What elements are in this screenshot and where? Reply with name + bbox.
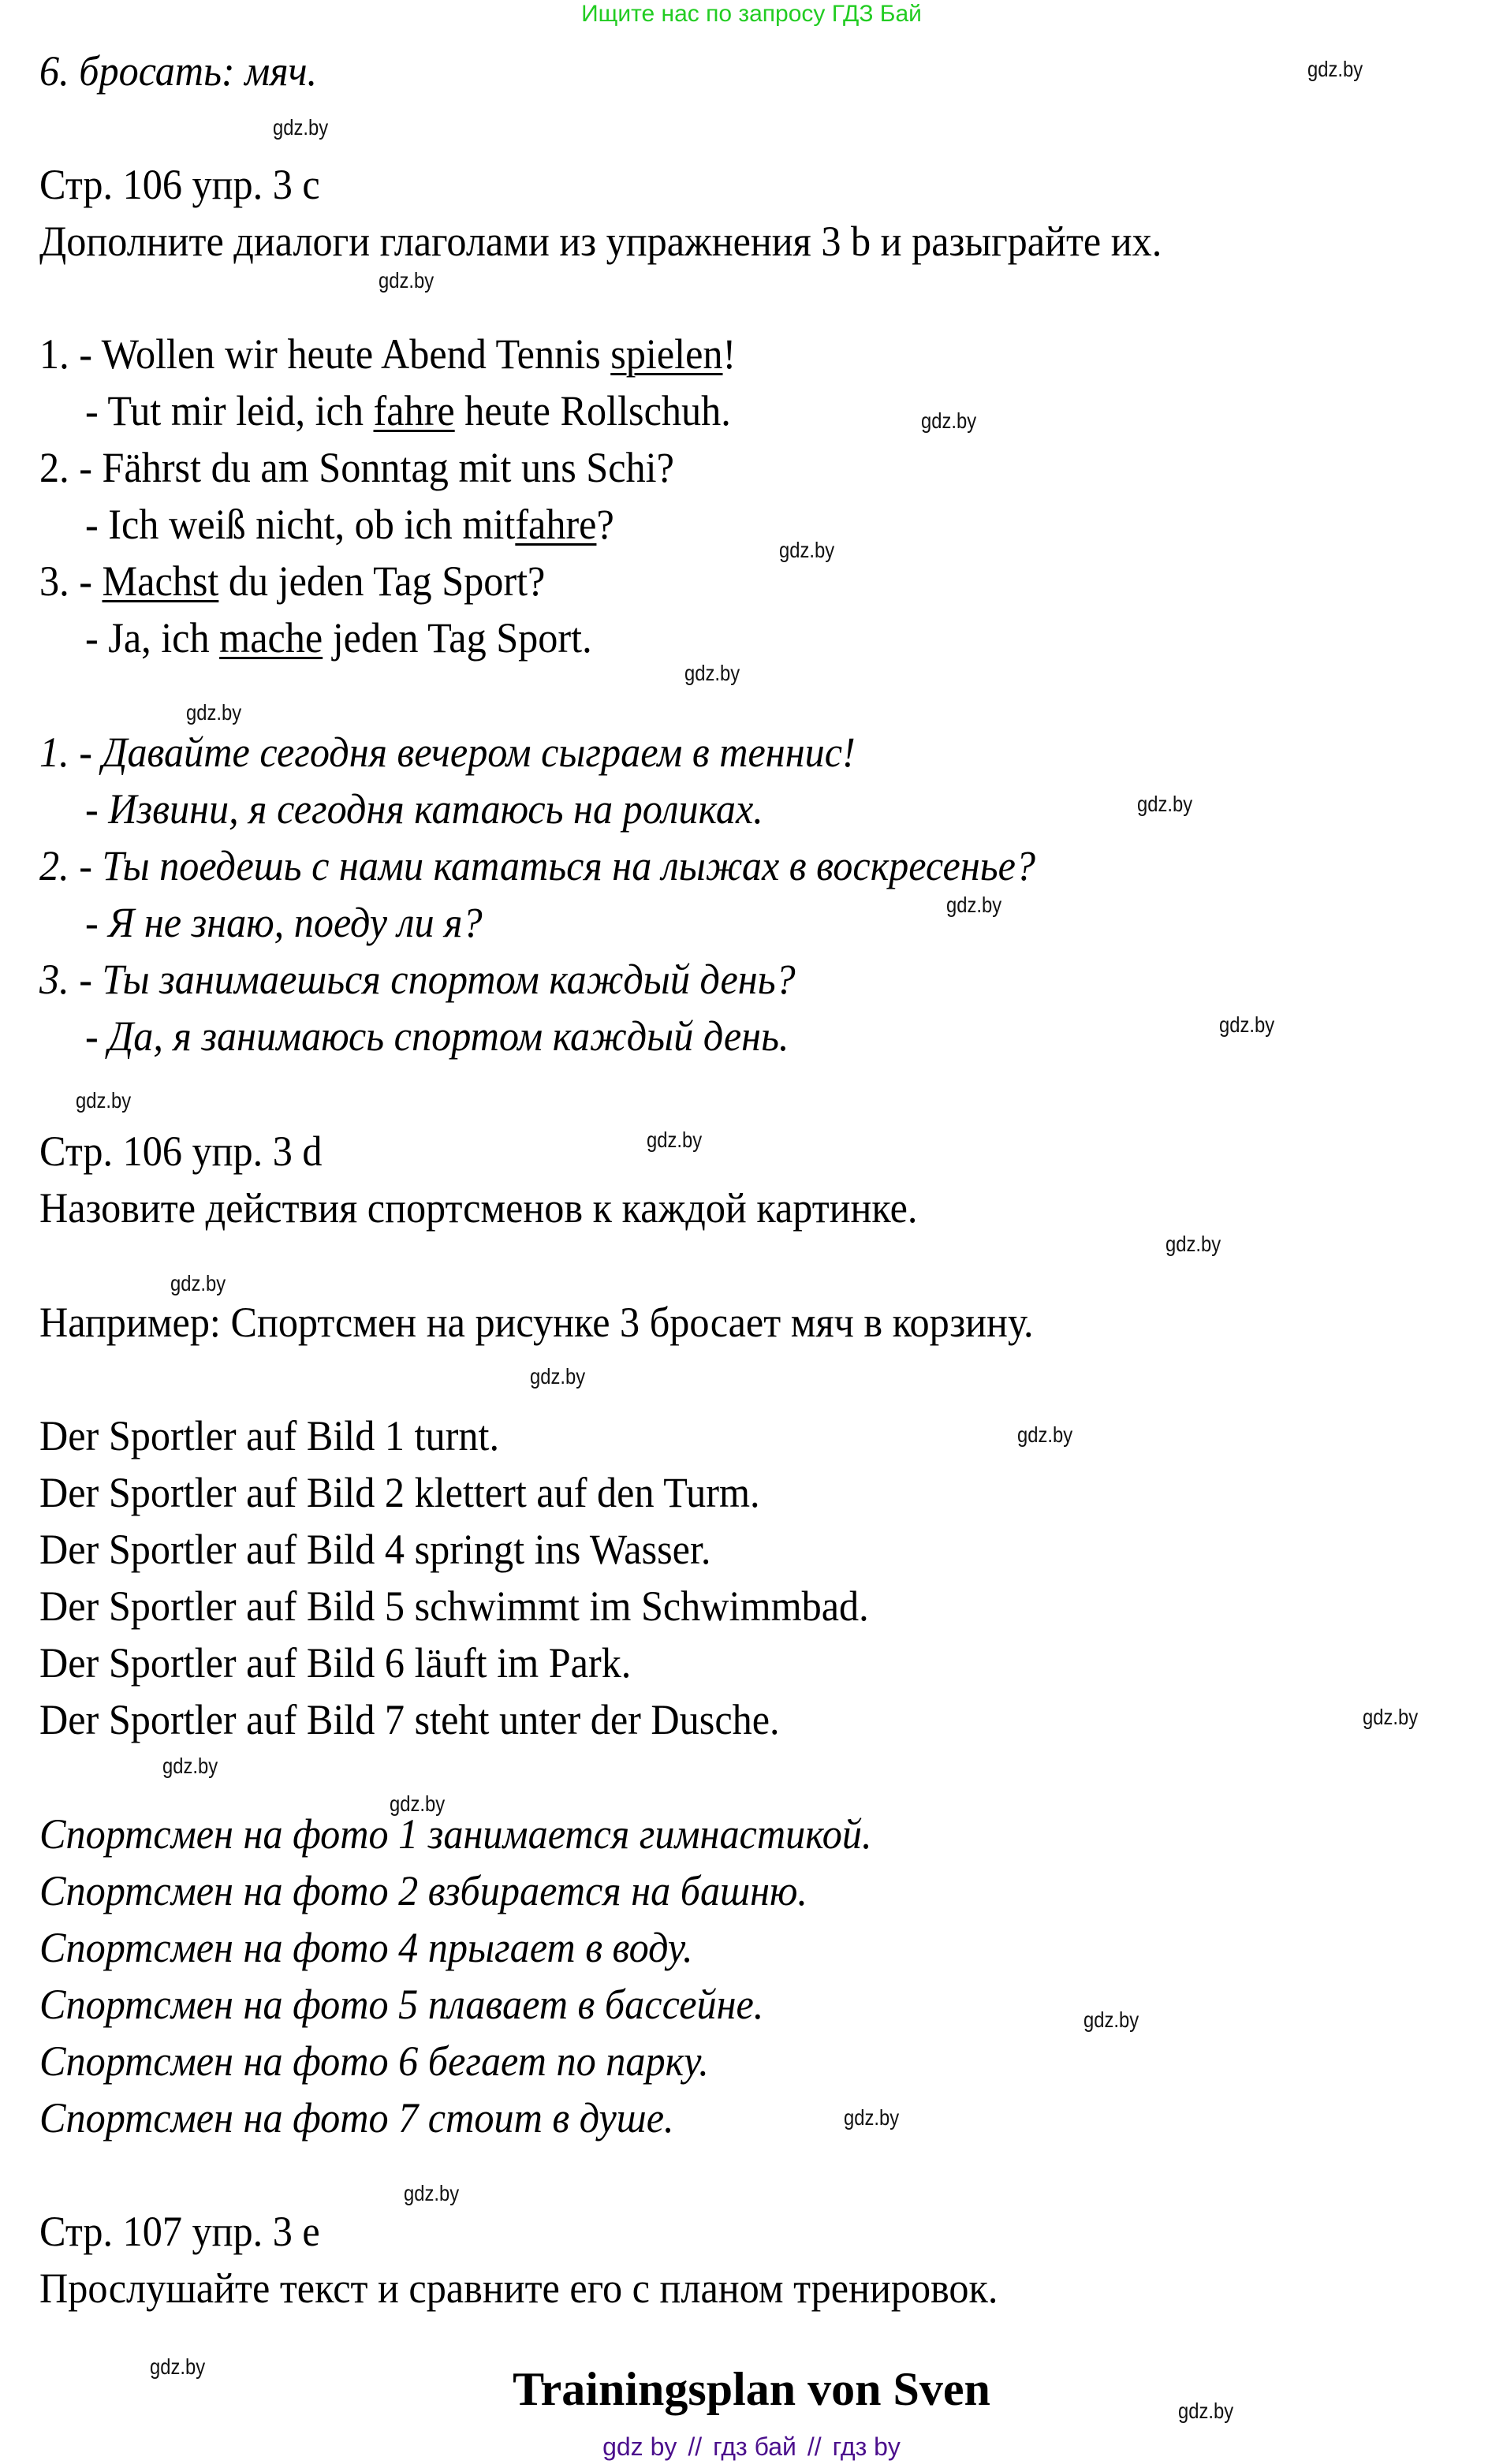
dialog-de-line-6: [85, 609, 592, 666]
watermark: gdz.by: [404, 2181, 460, 2205]
watermark: gdz.by: [162, 1754, 218, 1778]
intro-line: 6. бросать: мяч.: [39, 47, 318, 95]
watermark: gdz.by: [1137, 792, 1193, 816]
watermark: gdz.by: [684, 661, 740, 685]
dialog-text: !: [722, 330, 737, 378]
dialog-ru-line-1: 1. - Давайте сегодня вечером сыграем в теннис!: [39, 729, 856, 776]
dialog-de-line-4: [85, 496, 614, 553]
watermark: gdz.by: [170, 1271, 226, 1295]
dialog-verb: mache: [219, 614, 323, 662]
answer-de-line-4: Der Sportler auf Bild 5 schwimmt im Schwimmbad.: [39, 1582, 869, 1630]
answer-de-line-6: Der Sportler auf Bild 7 steht unter der Dusche.: [39, 1696, 780, 1743]
dialog-verb: fahre: [515, 501, 597, 548]
section-3e-heading: Стр. 107 упр. 3 e: [39, 2208, 320, 2255]
footer-separator: //: [807, 2432, 822, 2461]
watermark: gdz.by: [186, 700, 242, 725]
section-3d-task: Назовите действия спортсменов к каждой картинке.: [39, 1184, 918, 1232]
dialog-ru-line-5: 3. - Ты занимаешься спортом каждый день?: [39, 956, 796, 1003]
watermark: gdz.by: [946, 893, 1002, 917]
dialog-text: 1. - Wollen wir heute Abend Tennis: [39, 330, 611, 378]
section-3d-heading: Стр. 106 упр. 3 d: [39, 1128, 323, 1175]
dialog-text: - Ich weiß nicht, ob ich mit: [85, 501, 516, 548]
dialog-verb: spielen: [610, 330, 723, 378]
dialog-de-line-5: [39, 553, 545, 609]
dialog-de-line-1: [39, 326, 736, 382]
answer-ru-line-4: Спортсмен на фото 5 плавает в бассейне.: [39, 1981, 764, 2028]
dialog-text: - Ja, ich: [85, 614, 220, 662]
watermark: gdz.by: [647, 1128, 703, 1152]
watermark: gdz.by: [379, 268, 434, 293]
answer-ru-line-3: Спортсмен на фото 4 прыгает в воду.: [39, 1924, 693, 1971]
answer-de-line-2: Der Sportler auf Bild 2 klettert auf den Turm.: [39, 1469, 760, 1516]
watermark: gdz.by: [921, 408, 977, 433]
watermark: gdz.by: [1083, 2007, 1139, 2032]
dialog-text: jeden Tag Sport.: [323, 614, 592, 662]
dialog-de-line-3: [39, 439, 674, 496]
dialog-text: ?: [596, 501, 614, 548]
dialog-ru-line-2: - Извини, я сегодня катаюсь на роликах.: [85, 785, 763, 833]
answer-de-line-1: Der Sportler auf Bild 1 turnt.: [39, 1412, 500, 1459]
answer-ru-line-6: Спортсмен на фото 7 стоит в душе.: [39, 2094, 674, 2142]
footer-link-gdz-by-cyr[interactable]: гдз by: [832, 2432, 901, 2461]
dialog-verb: Machst: [102, 557, 219, 605]
dialog-ru-line-6: - Да, я занимаюсь спортом каждый день.: [85, 1012, 789, 1060]
answer-de-line-3: Der Sportler auf Bild 4 springt ins Wasser.: [39, 1526, 711, 1573]
answer-ru-line-1: Спортсмен на фото 1 занимается гимнастикой.: [39, 1810, 872, 1858]
watermark: gdz.by: [1165, 1232, 1221, 1256]
watermark: gdz.by: [273, 115, 329, 140]
dialog-ru-line-4: - Я не знаю, поеду ли я?: [85, 899, 483, 946]
section-3c-task: Дополните диалоги глаголами из упражнения 3 b и разыграйте их.: [39, 218, 1162, 265]
section-3d-example: Например: Спортсмен на рисунке 3 бросает мяч в корзину.: [39, 1299, 1034, 1346]
dialog-ru-line-3: 2. - Ты поедешь с нами кататься на лыжах в воскресенье?: [39, 842, 1036, 889]
watermark: gdz.by: [1307, 57, 1363, 81]
footer-link-gdz-bai[interactable]: гдз бай: [713, 2432, 796, 2461]
watermark: gdz.by: [1017, 1422, 1073, 1447]
watermark: gdz.by: [390, 1791, 446, 1816]
search-promo-link[interactable]: Ищите нас по запросу ГДЗ Бай: [581, 1, 922, 27]
footer-separator: //: [688, 2432, 703, 2461]
watermark: gdz.by: [1178, 2399, 1234, 2423]
dialog-text: 2. - Fährst du am Sonntag mit uns Schi?: [39, 444, 674, 491]
dialog-verb: fahre: [373, 387, 455, 434]
watermark: gdz.by: [779, 538, 835, 562]
dialog-text: 3. -: [39, 557, 103, 605]
dialog-text: - Tut mir leid, ich: [85, 387, 374, 434]
watermark: gdz.by: [150, 2354, 206, 2379]
dialog-de-line-2: [85, 382, 731, 439]
trainingsplan-title: Trainingsplan von Sven: [513, 2363, 990, 2415]
footer-links: [0, 2432, 1503, 2462]
watermark: gdz.by: [1363, 1705, 1419, 1729]
answer-ru-line-5: Спортсмен на фото 6 бегает по парку.: [39, 2037, 709, 2085]
watermark: gdz.by: [76, 1088, 132, 1113]
dialog-text: du jeden Tag Sport?: [218, 557, 546, 605]
answer-de-line-5: Der Sportler auf Bild 6 läuft im Park.: [39, 1639, 632, 1687]
watermark: gdz.by: [1219, 1012, 1275, 1037]
section-3c-heading: Стр. 106 упр. 3 c: [39, 161, 320, 208]
section-3e-task: Прослушайте текст и сравните его с планом тренировок.: [39, 2265, 998, 2312]
watermark: gdz.by: [844, 2105, 900, 2130]
footer-link-gdz-by[interactable]: gdz by: [602, 2432, 677, 2461]
dialog-text: heute Rollschuh.: [454, 387, 731, 434]
watermark: gdz.by: [530, 1364, 586, 1389]
answer-ru-line-2: Спортсмен на фото 2 взбирается на башню.: [39, 1867, 807, 1914]
